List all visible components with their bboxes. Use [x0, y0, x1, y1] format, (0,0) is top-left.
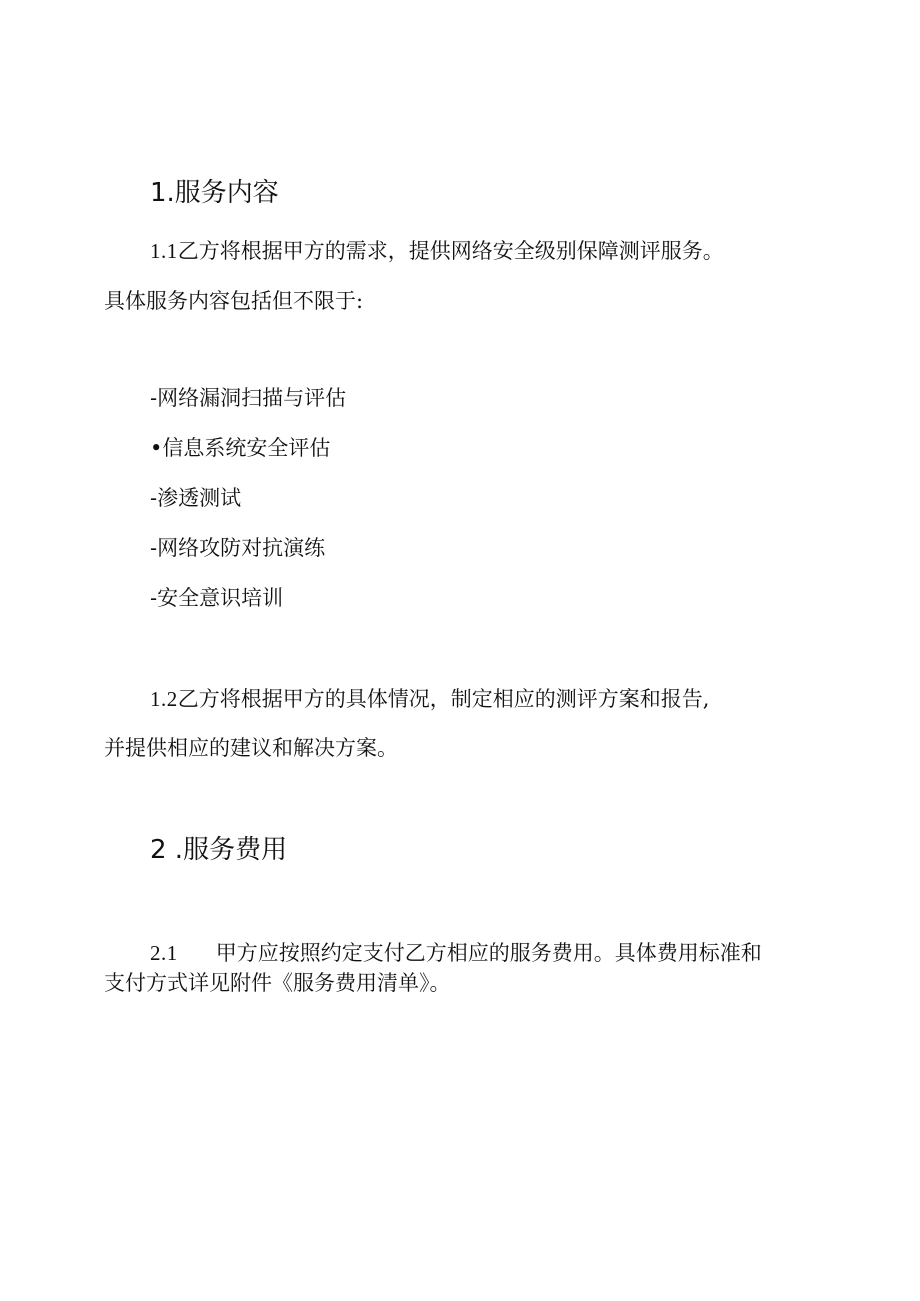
- paragraph-1-1-line-2: 具体服务内容包括但不限于:: [104, 289, 364, 313]
- section-1-heading: 1.服务内容: [150, 178, 279, 208]
- list-item: -网络攻防对抗演练: [150, 536, 326, 560]
- list-item: -安全意识培训: [150, 586, 284, 610]
- list-item: -渗透测试: [150, 486, 242, 510]
- clause-number: 1.1: [150, 239, 178, 263]
- clause-text: 乙方将根据甲方的具体情况，制定相应的测评方案和报告,: [177, 687, 710, 711]
- paragraph-1-1-line-1: [150, 236, 724, 266]
- clause-text: 乙方将根据甲方的需求，提供网络安全级别保障测评服务。: [177, 239, 724, 263]
- paragraph-1-2-line-1: [150, 684, 709, 714]
- paragraph-2-1-line-1: [150, 938, 762, 968]
- section-2-heading: 2 .服务费用: [150, 835, 288, 865]
- paragraph-1-2-line-2: 并提供相应的建议和解决方案。: [104, 736, 398, 760]
- clause-number: 1.2: [150, 687, 178, 711]
- clause-number: 2.1: [150, 941, 178, 965]
- paragraph-2-1-line-2: 支付方式详见附件《服务费用清单》。: [104, 971, 451, 995]
- list-item: -网络漏洞扫描与评估: [150, 386, 347, 410]
- list-item: •信息系统安全评估: [150, 436, 331, 460]
- clause-text: 甲方应按照约定支付乙方相应的服务费用。具体费用标准和: [215, 941, 762, 965]
